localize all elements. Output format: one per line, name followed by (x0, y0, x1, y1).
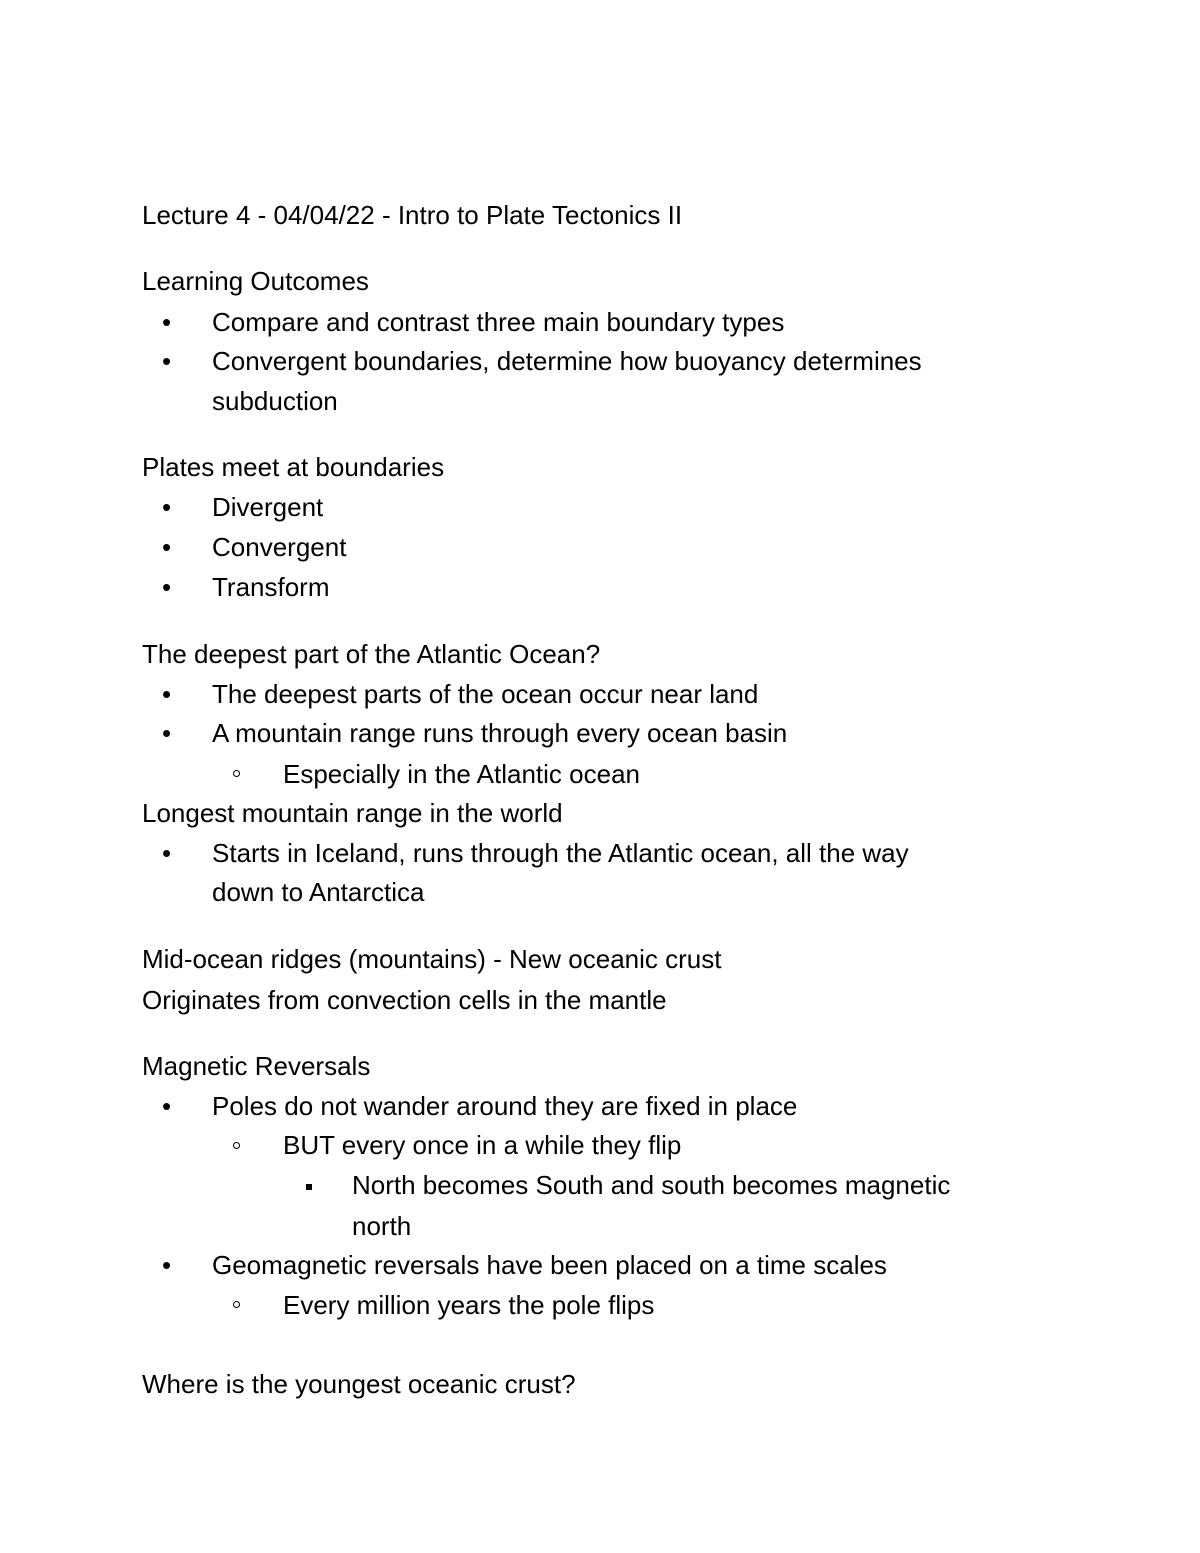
section-heading-magnetic: Magnetic Reversals (142, 1051, 371, 1081)
ridges-line: Mid-ocean ridges (mountains) - New oceanic crust (142, 944, 722, 974)
sub-list-item: Every million years the pole flips (283, 1290, 655, 1320)
bullet-icon: • (162, 346, 172, 376)
bullet-icon: • (162, 307, 172, 337)
list-item: Starts in Iceland, runs through the Atlantic ocean, all the way (212, 838, 909, 868)
sub-list-item: BUT every once in a while they flip (283, 1130, 682, 1160)
section-heading-plates: Plates meet at boundaries (142, 452, 445, 482)
bullet-icon: • (162, 532, 172, 562)
list-item: Convergent (212, 532, 347, 562)
sub-list-item: Especially in the Atlantic ocean (283, 759, 640, 789)
section-question-youngest: Where is the youngest oceanic crust? (142, 1369, 576, 1399)
section-heading-learning: Learning Outcomes (142, 266, 369, 296)
list-item-continuation: subduction (212, 386, 338, 416)
bullet-icon: • (162, 1091, 172, 1121)
hollow-circle-bullet-icon (233, 770, 240, 777)
page-title: Lecture 4 - 04/04/22 - Intro to Plate Tectonics II (142, 200, 683, 230)
sub-sub-list-item: North becomes South and south becomes magnetic (352, 1170, 951, 1200)
ridges-line: Originates from convection cells in the mantle (142, 985, 667, 1015)
bullet-icon: • (162, 492, 172, 522)
list-item: Transform (212, 572, 330, 602)
list-item: Compare and contrast three main boundary types (212, 307, 785, 337)
bullet-icon: • (162, 679, 172, 709)
list-item: Convergent boundaries, determine how buoyancy determines (212, 346, 922, 376)
list-item-continuation: north (352, 1211, 412, 1241)
list-item: Poles do not wander around they are fixed in place (212, 1091, 798, 1121)
list-item: Geomagnetic reversals have been placed on a time scales (212, 1250, 887, 1280)
section-heading-longest: Longest mountain range in the world (142, 798, 563, 828)
bullet-icon: • (162, 718, 172, 748)
bullet-icon: • (162, 838, 172, 868)
bullet-icon: • (162, 1250, 172, 1280)
list-item-continuation: down to Antarctica (212, 877, 425, 907)
hollow-circle-bullet-icon (233, 1142, 240, 1149)
list-item: Divergent (212, 492, 324, 522)
square-bullet-icon (306, 1184, 312, 1190)
bullet-icon: • (162, 572, 172, 602)
list-item: A mountain range runs through every ocean basin (212, 718, 788, 748)
section-heading-atlantic: The deepest part of the Atlantic Ocean? (142, 639, 601, 669)
hollow-circle-bullet-icon (233, 1301, 240, 1308)
list-item: The deepest parts of the ocean occur near land (212, 679, 759, 709)
